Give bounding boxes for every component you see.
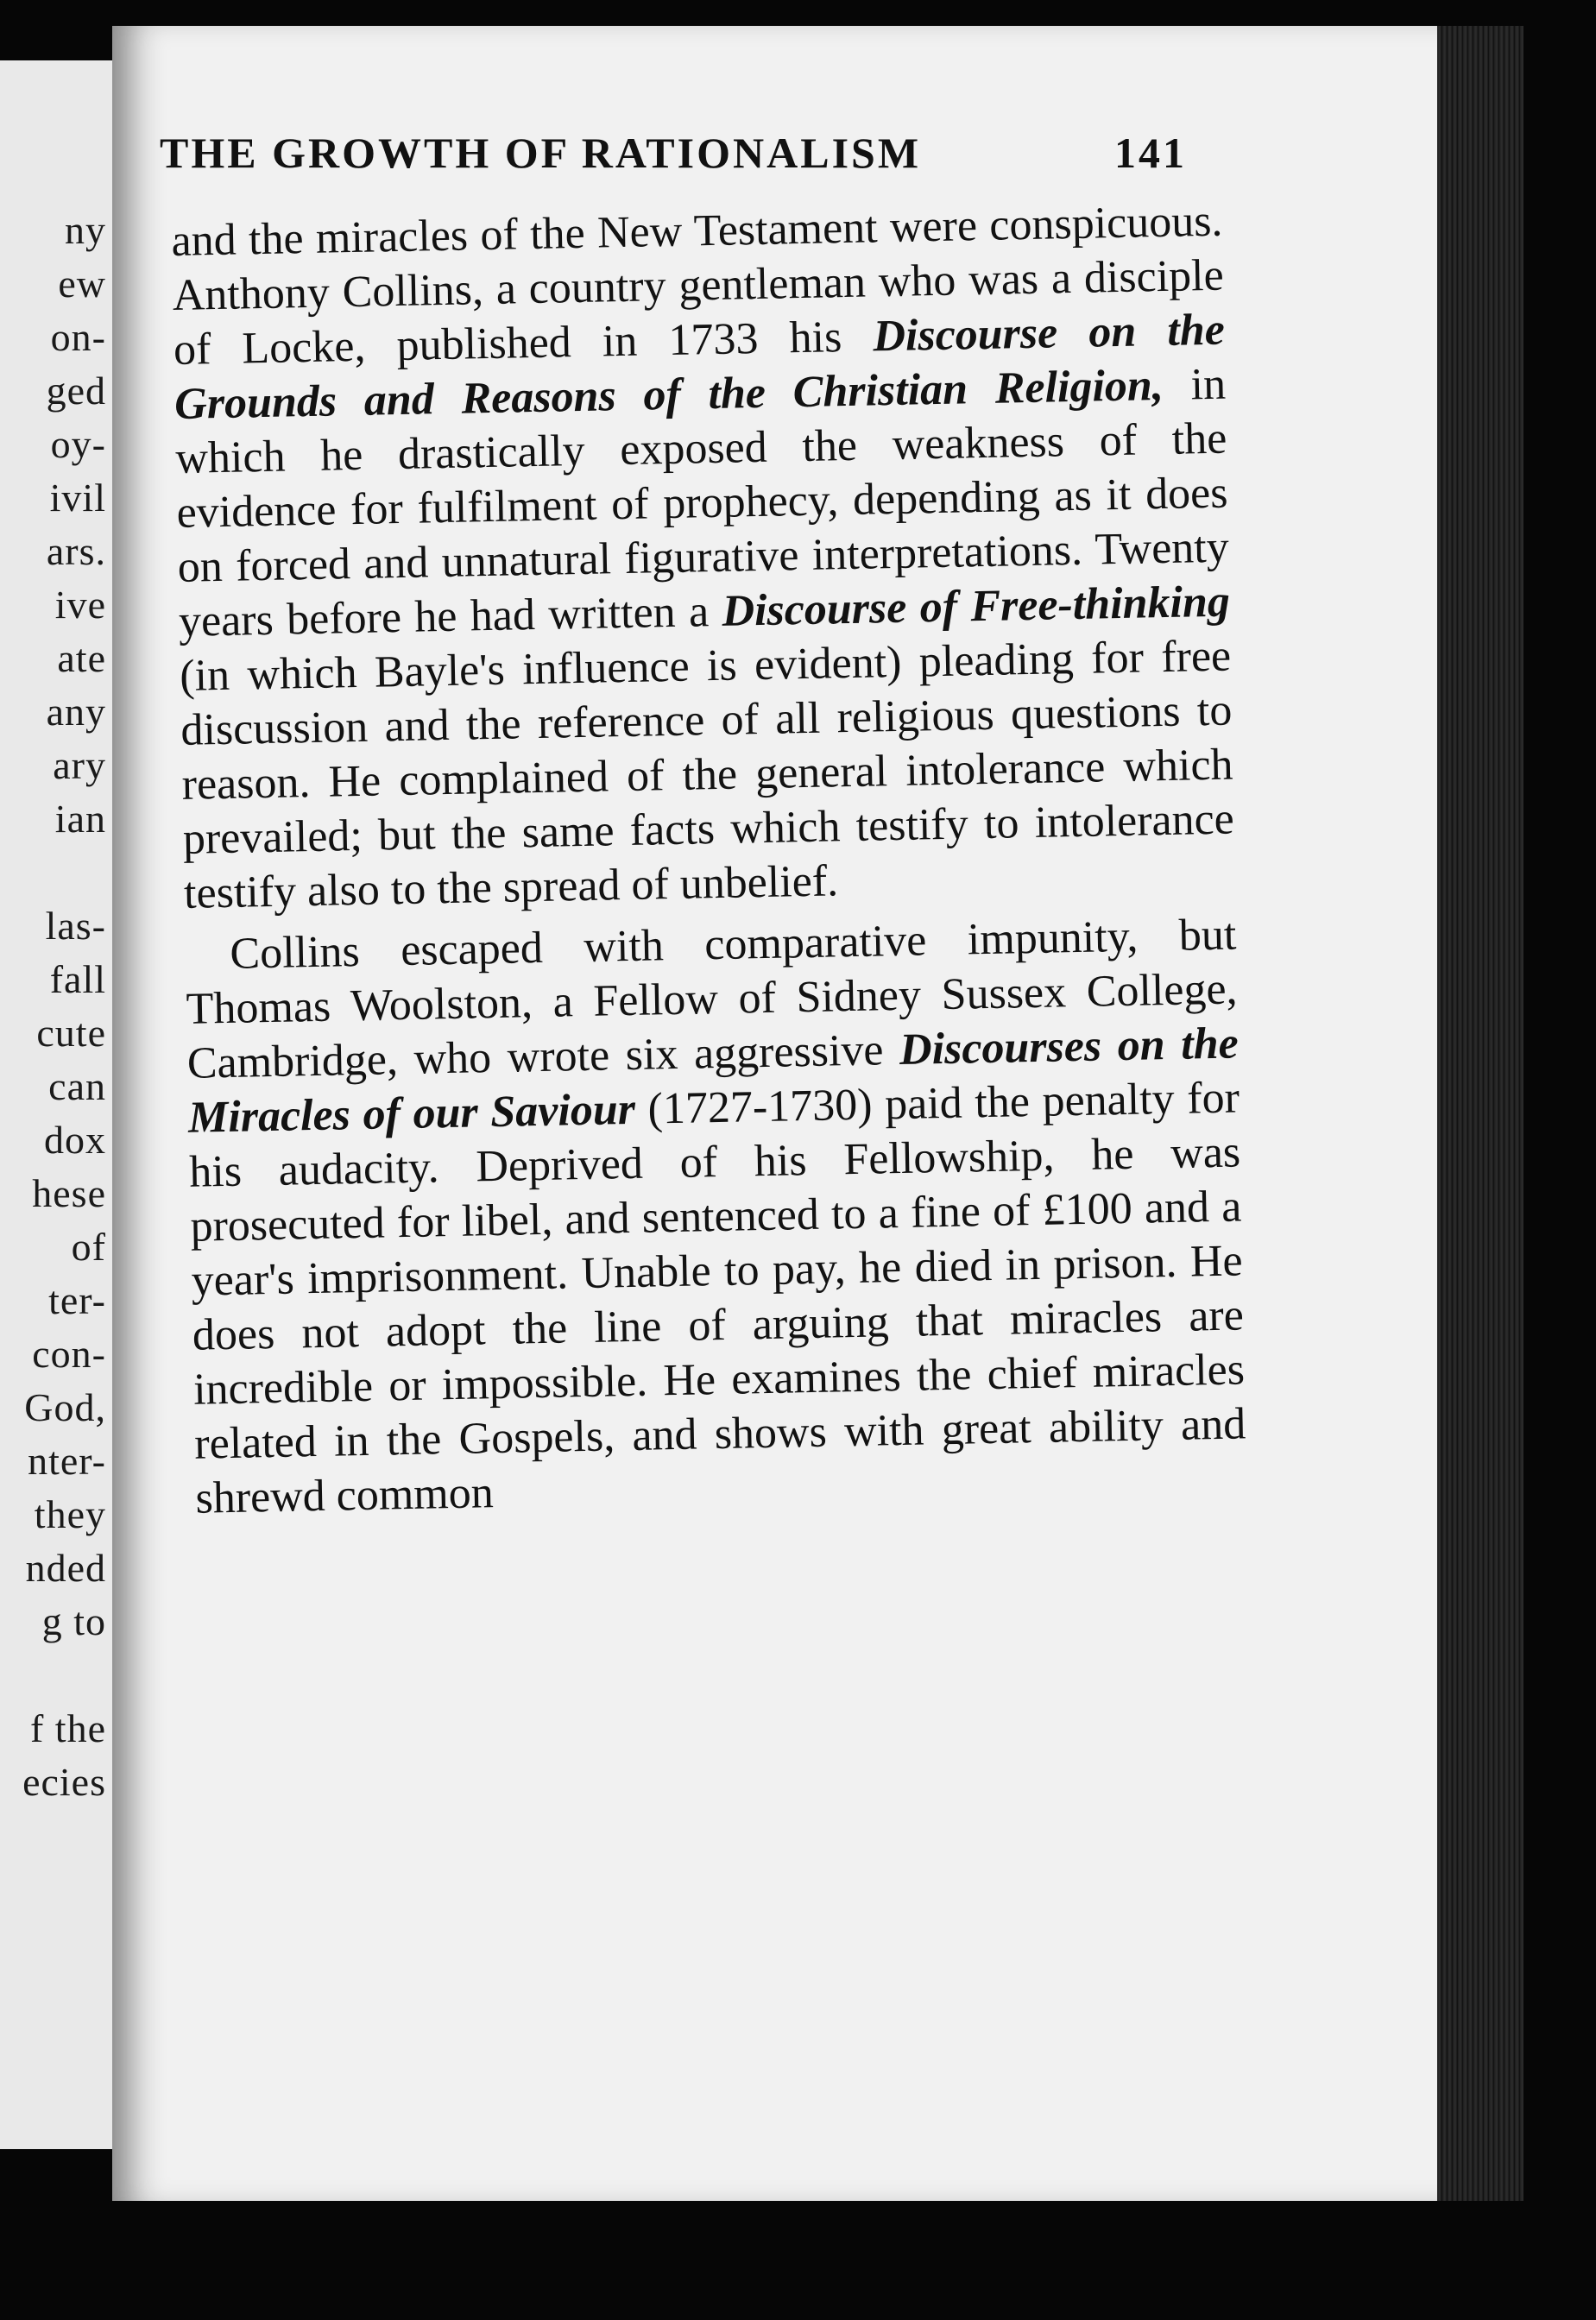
facing-page-line: dox xyxy=(44,1118,106,1162)
facing-page-line: on- xyxy=(50,315,106,359)
running-header-title: THE GROWTH OF RATIONALISM xyxy=(160,129,922,177)
facing-page-line: ivil xyxy=(49,476,106,520)
facing-page-line: they xyxy=(34,1492,106,1536)
facing-page-line: g to xyxy=(41,1599,106,1643)
facing-page-line: any xyxy=(46,690,106,734)
facing-page-line: cute xyxy=(36,1011,106,1055)
paragraph-1-text-c: (in which Bayle's influence is evident) pleading for free discussion and the reference of all religious questions to reason. He complained of the general intolerance which prevailed; but the same facts which testify to intolerance testify also to the spread of unbelief. xyxy=(179,631,1235,918)
facing-page-line: ars. xyxy=(46,529,106,573)
facing-page-line: ny xyxy=(65,208,106,252)
facing-page-line: f the xyxy=(29,1706,106,1750)
facing-page-line: ive xyxy=(54,583,106,627)
paragraph-1-text-a: and the miracles of the New Testament were conspicuous. Anthony Collins, a country gentleman who was a disciple of Locke, published in 1733 his xyxy=(171,196,1225,375)
facing-page-line: fall xyxy=(49,957,106,1001)
page-block-edges xyxy=(1437,26,1523,2201)
facing-page-line: nter- xyxy=(28,1439,106,1483)
facing-page-line: ter- xyxy=(48,1278,106,1322)
paragraph-2-text-a: Collins escaped with comparative impunity, but Thomas Woolston, a Fellow of Sidney Sussex College, Cambridge, who wrote six aggressive xyxy=(186,910,1239,1088)
book-title-discourse-freethinking: Discourse of Free-thinking xyxy=(721,577,1231,636)
page-number: 141 xyxy=(1114,129,1187,177)
facing-page-line: ged xyxy=(46,369,106,413)
facing-page-line: ary xyxy=(53,743,106,787)
paragraph-1-text-b: in which he drastically exposed the weakness of the evidence for fulfilment of prophecy, depending as it does on forced and unnatural figurative interpretations. Twenty years before he had written a xyxy=(174,359,1230,646)
running-header xyxy=(160,128,1187,178)
facing-page-line: con- xyxy=(32,1332,106,1376)
facing-page-line: ate xyxy=(57,636,106,680)
page-body xyxy=(171,194,1247,1526)
paragraph-1 xyxy=(171,194,1235,921)
facing-page-line: nded xyxy=(25,1546,106,1590)
facing-page-line: oy- xyxy=(50,422,106,466)
book-title-discourses-miracles: Discourses on the Miracles of our Saviour xyxy=(187,1018,1240,1143)
facing-page-line: of xyxy=(71,1225,106,1269)
facing-page-line: ian xyxy=(54,797,106,841)
paragraph-2 xyxy=(185,907,1247,1525)
facing-page-line: ew xyxy=(58,262,106,306)
facing-page-line: hese xyxy=(32,1171,106,1215)
facing-page-line: ecies xyxy=(22,1760,106,1804)
facing-page-line: God, xyxy=(24,1385,106,1429)
facing-page-line: las- xyxy=(45,904,106,948)
paragraph-2-text-b: (1727-1730) paid the penalty for his audacity. Deprived of his Fellowship, he was prosecuted for libel, and sentenced to a fine of £100 and a year's imprisonment. Unable to pay, he died in prison. He does not adopt the line of arguing that miracles are incredible or impossible. He examines the chief miracles related in the Gospels, and shows with great ability and shrewd common xyxy=(188,1073,1246,1523)
facing-page-line: can xyxy=(48,1064,106,1108)
book-title-discourse-grounds: Discourse on the Grounds and Reasons of the Christian Religion, xyxy=(173,305,1226,429)
